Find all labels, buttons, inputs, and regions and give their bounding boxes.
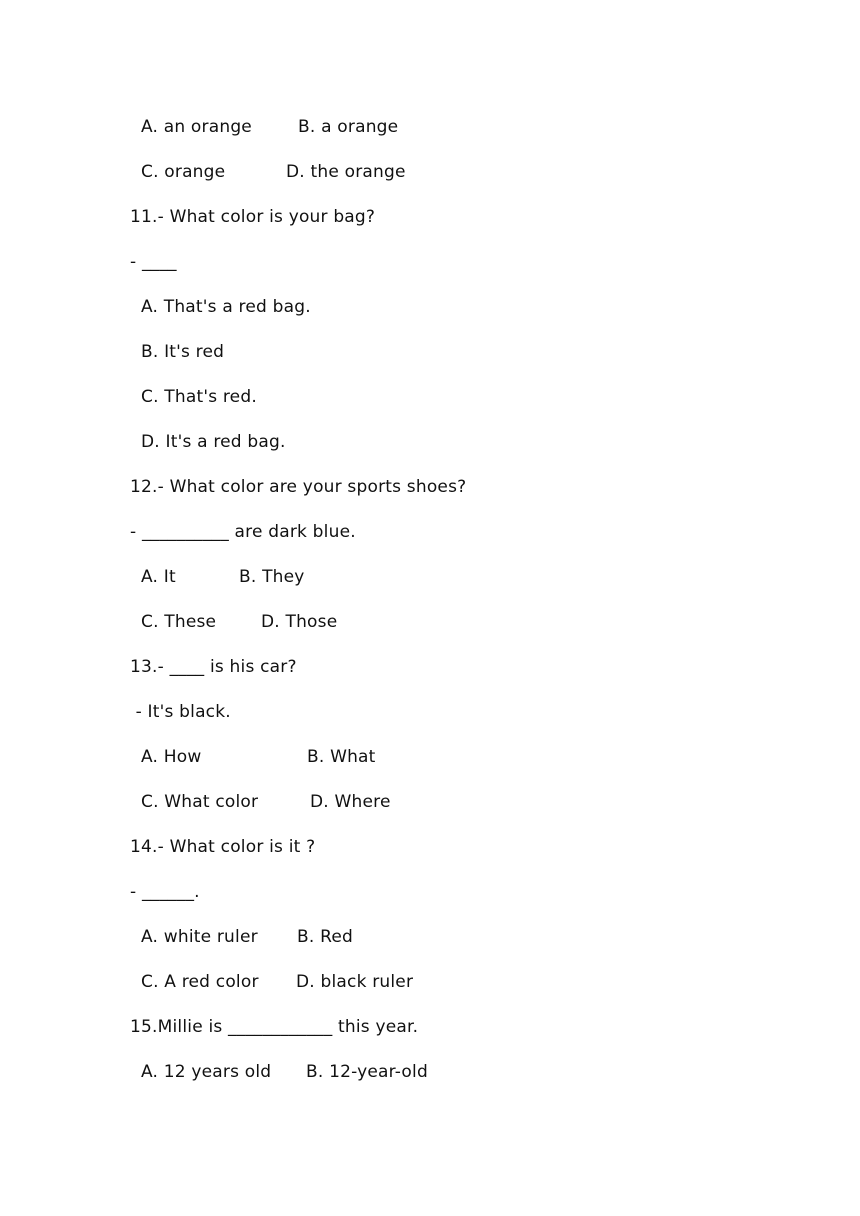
q10-option-a: A. an orange	[141, 117, 252, 137]
q13-option-d: D. Where	[310, 792, 391, 812]
q10-option-d: D. the orange	[286, 162, 406, 182]
q11-question: 11.- What color is your bag?	[130, 207, 376, 227]
q11-option-d: D. It's a red bag.	[141, 432, 286, 452]
q14-question: 14.- What color is it ?	[130, 837, 316, 857]
q13-option-c: C. What color	[141, 792, 259, 812]
q14-option-d: D. black ruler	[296, 972, 414, 992]
q15-option-a: A. 12 years old	[141, 1062, 272, 1082]
q15-option-b: B. 12-year-old	[306, 1062, 428, 1082]
q14-option-a: A. white ruler	[141, 927, 258, 947]
q10-option-c: C. orange	[141, 162, 226, 182]
q10-option-b: B. a orange	[298, 117, 399, 137]
q12-option-d: D. Those	[261, 612, 338, 632]
q14-option-c: C. A red color	[141, 972, 259, 992]
q14-answer-line: - ______.	[130, 882, 200, 902]
q12-answer-line: - __________ are dark blue.	[130, 522, 356, 542]
q12-question: 12.- What color are your sports shoes?	[130, 477, 467, 497]
q12-option-c: C. These	[141, 612, 217, 632]
q13-question: 13.- ____ is his car?	[130, 657, 297, 677]
q11-option-c: C. That's red.	[141, 387, 257, 407]
q11-option-b: B. It's red	[141, 342, 225, 362]
q11-answer-line: - ____	[130, 252, 177, 272]
q14-option-b: B. Red	[297, 927, 353, 947]
q12-option-a: A. It	[141, 567, 176, 587]
q13-option-b: B. What	[307, 747, 376, 767]
q11-option-a: A. That's a red bag.	[141, 297, 311, 317]
q13-answer-line: - It's black.	[130, 702, 231, 722]
q15-question: 15.Millie is ____________ this year.	[130, 1017, 419, 1037]
q12-option-b: B. They	[239, 567, 305, 587]
q13-option-a: A. How	[141, 747, 202, 767]
